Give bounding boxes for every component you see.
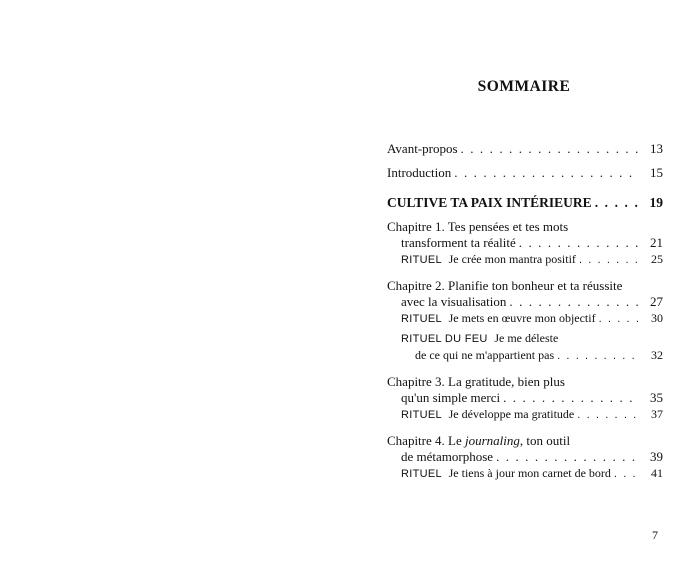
toc-entry-label: Introduction [387, 165, 452, 180]
ritual-tag: RITUEL [401, 468, 442, 480]
toc-entry-label: avec la visualisation [401, 294, 507, 309]
toc-page-number: 25 [651, 252, 663, 266]
toc-page-number: 13 [650, 141, 663, 156]
toc-page-number: 35 [650, 390, 663, 405]
dot-leader [503, 390, 638, 406]
toc-entry-label: de métamorphose [401, 449, 494, 464]
ritual-tag: RITUEL [401, 409, 442, 421]
toc-chapter-4-title[interactable]: Chapitre 4. Le journaling, ton outil [387, 433, 571, 448]
toc-ritual-entry[interactable] [387, 310, 663, 327]
dot-leader [557, 348, 638, 364]
ritual-title: Je tiens à jour mon carnet de bord [448, 466, 611, 480]
toc-page-number: 32 [651, 348, 663, 362]
ritual-tag: RITUEL [401, 254, 442, 266]
dot-leader [579, 252, 638, 268]
page-number: 7 [652, 528, 658, 542]
ritual-tag: RITUEL DU FEU [401, 333, 488, 345]
toc-chapter-1-title[interactable]: Chapitre 1. Tes pensées et tes mots [387, 219, 569, 234]
toc-page-number: 39 [650, 449, 663, 464]
toc-page-number: 19 [649, 195, 663, 210]
page-title: SOMMAIRE [477, 78, 571, 95]
ritual-title: Je développe ma gratitude [448, 407, 575, 421]
toc-page-number: 37 [651, 407, 663, 421]
ritual-title-continued: de ce qui ne m'appartient pas [415, 348, 555, 362]
dot-leader [461, 141, 638, 157]
toc-entry-chapter-3[interactable] [387, 390, 663, 406]
toc-entry-part-1[interactable] [387, 195, 663, 211]
toc-entry-chapter-2[interactable] [387, 294, 663, 310]
toc-page-number: 30 [651, 311, 663, 325]
table-of-contents [387, 141, 663, 482]
toc-entry-introduction[interactable] [387, 165, 663, 181]
emphasis-journaling: journaling [464, 433, 520, 448]
toc-ritual-entry[interactable] [387, 251, 663, 268]
toc-entry-chapter-1[interactable] [387, 235, 663, 251]
toc-entry-label: qu'un simple merci [401, 390, 501, 405]
toc-chapter-2-title[interactable]: Chapitre 2. Planifie ton bonheur et ta réussite [387, 278, 623, 293]
ritual-tag: RITUEL [401, 313, 442, 325]
toc-ritual-entry[interactable] [387, 406, 663, 423]
dot-leader [577, 407, 638, 423]
toc-entry-label: transforment ta réalité [401, 235, 516, 250]
dot-leader [595, 195, 638, 211]
toc-ritual-entry[interactable] [387, 347, 663, 364]
dot-leader [496, 449, 638, 465]
dot-leader [519, 235, 638, 251]
toc-ritual-entry[interactable] [387, 465, 663, 482]
toc-ritual-entry-first-line[interactable] [387, 330, 663, 347]
dot-leader [599, 311, 638, 327]
toc-page-number: 27 [650, 294, 663, 309]
toc-entry-chapter-4[interactable] [387, 449, 663, 465]
toc-chapter-3-title[interactable]: Chapitre 3. La gratitude, bien plus [387, 374, 565, 389]
ritual-title: Je crée mon mantra positif [448, 252, 576, 266]
ritual-title: Je mets en œuvre mon objectif [448, 311, 596, 325]
dot-leader [509, 294, 638, 310]
toc-page-number: 15 [650, 165, 663, 180]
toc-page-number: 21 [650, 235, 663, 250]
dot-leader [454, 165, 638, 181]
toc-entry-avant-propos[interactable] [387, 141, 663, 157]
dot-leader [614, 466, 638, 482]
toc-part-label: CULTIVE TA PAIX INTÉRIEURE [387, 195, 592, 210]
toc-entry-label: Avant-propos [387, 141, 458, 156]
toc-page-number: 41 [651, 466, 663, 480]
ritual-title: Je me déleste [494, 331, 559, 345]
